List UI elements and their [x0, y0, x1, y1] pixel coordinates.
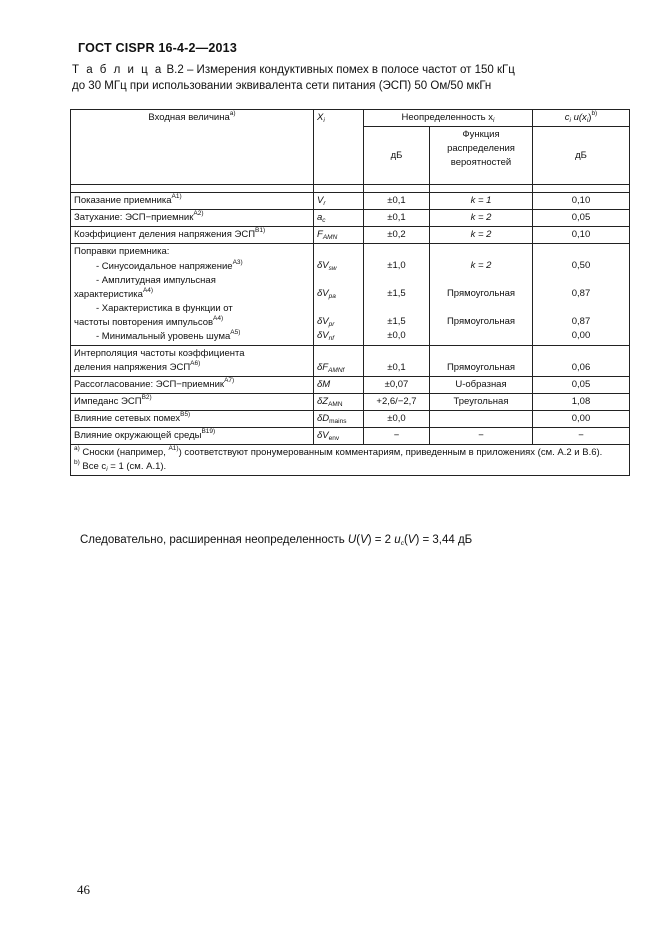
table-row: Импеданс $ЭСП^{B2)}$ $\delta Z_{AMN}$ +2,6/−2,7 Треугольная 1,08	[71, 394, 630, 411]
table-caption-line2: до 30 МГц при использовании эквивалента сети питания (ЭСП) 50 Ом/50 мкГн	[72, 80, 492, 92]
table-row: Влияние сетевых помех$^{B5)}$ $\delta D_{mains}$ ±0,0 0,00	[71, 411, 630, 428]
header-distribution: Функция распределения вероятностей	[430, 127, 533, 185]
table-row: Затухание: ЭСП−приемник$^{A2)}$ $a_c$ ±0,1 k = 2 0,05	[71, 210, 630, 227]
table-row: Коэффициент деления напряжения $ЭСП^{B1)}$ $F_{AMN}$ ±0,2 k = 2 0,10	[71, 227, 630, 244]
footnote-b: $^{b)}$ Все $c_i = 1$ (см. А.1).	[74, 459, 167, 473]
footnote-a: $^{a)}$ Сноски (например, $^{A1)}$) соответствуют пронумерованным комментариям, приведенным в приложениях (см. А.2 и В.6).	[74, 445, 603, 458]
table-caption-line1	[72, 64, 602, 76]
header-db: дБ	[364, 127, 430, 185]
header-ci-u: $c_i$ $u(x_i)^{b)}$	[533, 110, 630, 127]
caption-line1-text: В.2 – Измерения кондуктивных помех в полосе частот от 150 кГц	[166, 64, 515, 76]
header-uncertainty: Неопределенность $x_i$	[364, 110, 533, 127]
caption-prefix: Т а б л и ц а	[72, 64, 164, 76]
page-number: 46	[77, 882, 90, 897]
table-row: Показание приемника$^{A1)}$ $V_r$ ±0,1 k = 1 0,10	[71, 193, 630, 210]
conclusion-text: Следовательно, расширенная неопределенность U(V) = 2 $u_c(V) = 3,44$ дБ	[80, 534, 473, 547]
table-row: Рассогласование: ЭСП−приемник$^{A7)}$ δM ±0,07 U-образная 0,05	[71, 377, 630, 394]
table-row-receiver-corrections: Поправки приемника: - Синусоидальное напряжение$^{A3)}$ - Амплитудная импульсная характеристика$^{A4)}$ - Характеристика в функции от частоты повторения импульсов$^{A4)}$ - Минимальный уровень шума$^{A5)}$ $\delta V_{sw}$ $\delta V_{pa}$ $\delta V_{pr}$ $\delta V_{nf}$ ±1,0 ±1,5 ±1,5 ±0,0 k = 2 Прямоугольная Прямоугольная 0,50 0,87 0,87 0,00	[71, 244, 630, 346]
uncertainty-table	[70, 109, 630, 476]
document-header: ГОСТ CISPR 16-4-2—2013	[78, 41, 237, 55]
header-xi: $X_i$	[314, 110, 364, 185]
table-footnotes	[71, 445, 630, 476]
header-input-quantity: Входная величина$^{a)}$	[71, 110, 314, 185]
header-db-2: дБ	[533, 127, 630, 185]
corrections-title: Поправки приемника:	[74, 246, 170, 257]
table-row: Интерполяция частоты коэффициента деления напряжения $ЭСП^{A6)}$ $\delta F_{AMNf}$ ±0,1 Прямоугольная 0,06	[71, 346, 630, 377]
table-row: Влияние окружающей среды$^{B19)}$ $\delta V_{env}$ − − −	[71, 428, 630, 445]
